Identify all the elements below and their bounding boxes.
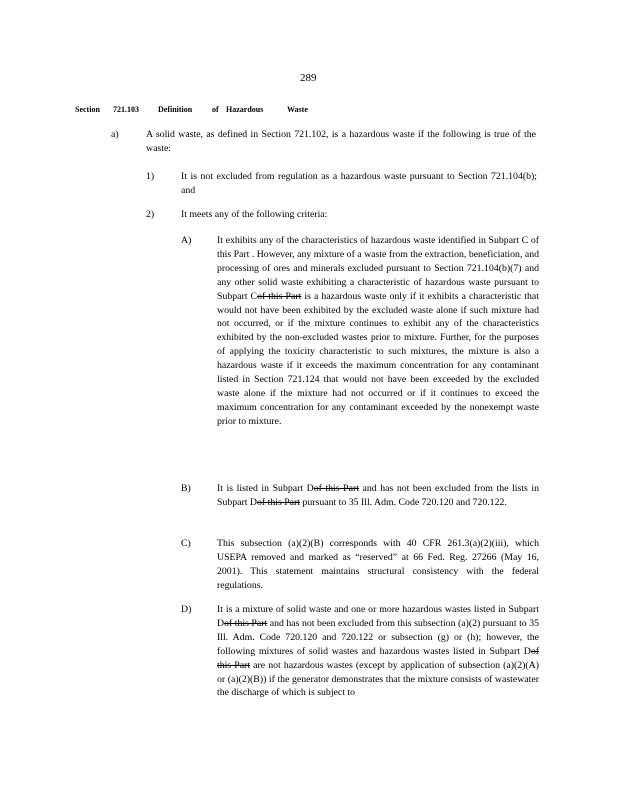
heading-word-of: of — [212, 105, 219, 114]
struck-text: of this Part — [224, 617, 268, 629]
subsection-D-text-part2: and has not been excluded from this subsection (a)(2) pursuant to 35 Ill. Adm. Code 720.120 and 720.122 or subsection (g) or (h); however, the following mixtures of solid wastes and hazardous wastes listed in Subpart D — [217, 617, 540, 657]
struck-text: of this Part — [217, 645, 539, 671]
heading-word-hazardous: Hazardous — [226, 105, 264, 114]
subsection-D-text-part3: are not hazardous wastes (except by application of subsection (a)(2)(A) or (a)(2)(B)) if the generator demonstrates that the mixture consists of wastewater the discharge of which is subject to — [217, 659, 539, 699]
subsection-B-text-part3: pursuant to 35 Ill. Adm. Code 720.120 and 720.122. — [300, 496, 507, 508]
subsection-D-text-part1: It is a mixture of solid waste and one or more hazardous wastes listed in Subpart D — [217, 604, 539, 629]
subsection-A-text-part2: is a hazardous waste only if it exhibits a characteristic that would not have been exhibited by the excluded waste alone if such mixture had not occurred, or if the mixture continues to exhibit any of the characteristics exhibited by the non-excluded wastes prior to mixture. Further, for the purposes of applying the toxicity characteristic to such mixtures, the mixture is also a hazardous waste if it exceeds the maximum concentration for any contaminant listed in Section 721.124 that would not have been exceeded by the excluded waste alone if the mixture had not occurred or if it continues to exceed the maximum concentration for any contaminant exceeded by the nonexempt waste prior to mixture. — [217, 290, 539, 427]
subsection-1-label: 1) — [146, 171, 155, 182]
subsection-D-text — [217, 603, 539, 700]
struck-text: of this Part — [257, 496, 301, 508]
subsection-B-label: B) — [181, 483, 191, 494]
subsection-A-text — [217, 234, 539, 429]
heading-section-number: 721.103 — [113, 105, 139, 114]
subsection-2-text: It meets any of the following criteria: — [181, 209, 328, 220]
subsection-B-text — [217, 482, 539, 510]
heading-word-definition: Definition — [158, 105, 193, 114]
struck-text: of this Part — [313, 483, 359, 494]
subsection-C-label: C) — [181, 538, 191, 549]
subsection-a-label: a) — [111, 129, 119, 140]
subsection-A-label: A) — [181, 235, 192, 246]
page-number: 289 — [300, 72, 317, 84]
heading-word-waste: Waste — [287, 105, 308, 114]
heading-section-word: Section — [75, 105, 100, 114]
subsection-C-text: This subsection (a)(2)(B) corresponds with 40 CFR 261.3(a)(2)(iii), which USEPA removed and marked as “reserved” at 66 Fed. Reg. 27266 (May 16, 2001). This statement maintains structural consistency with the federal regulations. — [217, 538, 539, 591]
subsection-2-label: 2) — [146, 209, 155, 220]
struck-text: of this Part — [257, 290, 302, 302]
subsection-1-text: It is not excluded from regulation as a hazardous waste pursuant to Section 721.104(b); and — [181, 171, 537, 196]
subsection-A-text-part1: It exhibits any of the characteristics of hazardous waste identified in Subpart C of this Part . However, any mixture of a waste from the extraction, beneficiation, and processing of ores and minerals excluded pursuant to Section 721.104(b)(7) and any other solid waste exhibiting a characteristic of hazardous waste pursuant to Subpart C — [217, 235, 539, 302]
subsection-B-text-part2: and has not been excluded from the lists in Subpart D — [217, 483, 539, 508]
subsection-D-label: D) — [181, 604, 192, 615]
subsection-a-text: A solid waste, as defined in Section 721.102, is a hazardous waste if the following is true of the waste: — [146, 129, 536, 154]
subsection-B-text-part1: It is listed in Subpart D — [217, 483, 314, 494]
